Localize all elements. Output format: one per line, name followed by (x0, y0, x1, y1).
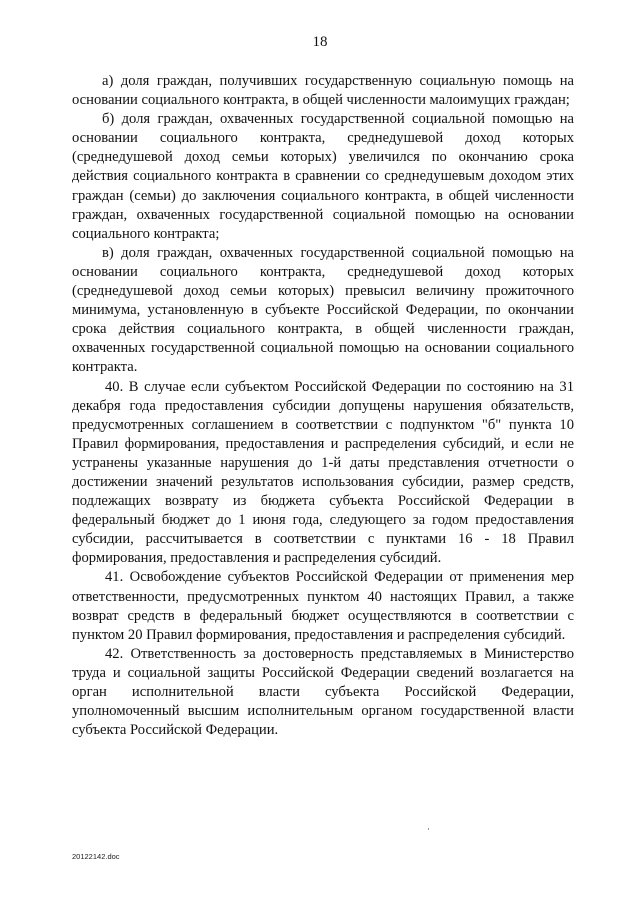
paragraph-item-41: 41. Освобождение субъектов Российской Федерации от применения мер ответственности, предусмотренных пунктом 40 настоящих Правил, а также возврат средств в федеральный бюджет осуществляются в соответствии с пунктом 20 Правил формирования, предоставления и распределения субсидий. (72, 569, 574, 643)
paragraph-item-42: 42. Ответственность за достоверность представляемых в Министерство труда и социальной защиты Российской Федерации сведений возлагается на орган исполнительной власти субъекта Российской Федерации, уполномоченный высшим исполнительным органом государственной власти субъекта Российской Федерации. (72, 645, 574, 739)
footer-document-code: 20122142.doc (72, 852, 120, 861)
page-number: 18 (312, 34, 328, 50)
document-body (72, 72, 574, 740)
paragraph-subitem-v: в) доля граждан, охваченных государственной социальной помощью на основании социального контракта, среднедушевой доход которых (среднедушевой доход семьи которых) превысил величину прожиточного минимума, установленную в субъекте Российской Федерации, по окончании срока действия социального контракта, в общей численности граждан, охваченных государственной социальной помощью на основании социального контракта. (72, 244, 574, 376)
paragraph-subitem-b: б) доля граждан, охваченных государственной социальной помощью на основании социального контракта, среднедушевой доход которых (среднедушевой доход семьи которых) увеличился по окончанию срока действия социального контракта в сравнении со среднедушевым доходом этих граждан (семьи) до заключения социального контракта, в общей численности граждан, охваченных государственной социальной помощью на основании социального контракта; (72, 111, 574, 242)
scan-speck (428, 828, 429, 830)
paragraph-item-40: 40. В случае если субъектом Российской Федерации по состоянию на 31 декабря года предоставления субсидии допущены нарушения обязательств, предусмотренных соглашением в соответствии с подпунктом "б" пункта 10 Правил формирования, предоставления и распределения субсидий, и если не устранены указанные нарушения до 1-й даты представления отчетности о достижении значений результатов использования субсидии, размер средств, подлежащих возврату из бюджета субъекта Российской Федерации в федеральный бюджет до 1 июня года, следующего за годом предоставления субсидии, рассчитывается в соответствии с пунктами 16 - 18 Правил формирования, предоставления и распределения субсидий. (72, 378, 574, 567)
paragraph-subitem-a: а) доля граждан, получивших государственную социальную помощь на основании социального контракта, в общей численности малоимущих граждан; (72, 73, 574, 109)
